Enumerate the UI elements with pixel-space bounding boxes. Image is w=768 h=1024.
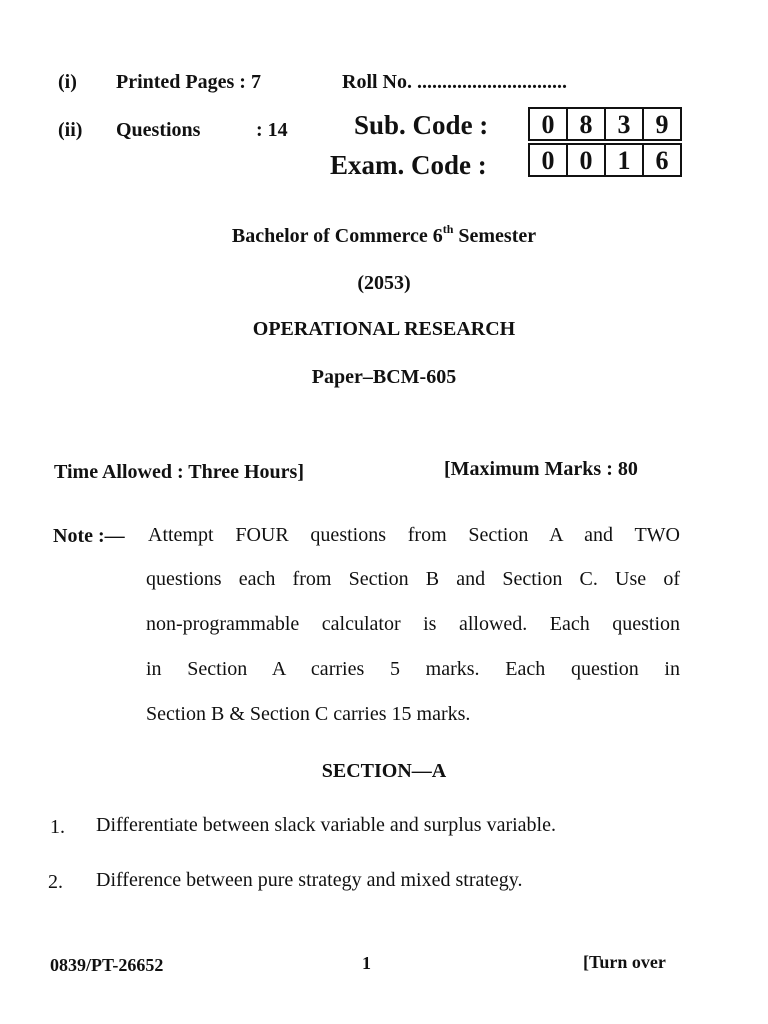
roll-number-field: Roll No. .............................. [342,71,567,93]
note-line-3: non-programmable calculator is allowed. Each question [146,613,680,635]
questions-count: : 14 [256,119,288,141]
sub-code-digit: 3 [604,109,642,139]
exam-code-digit: 0 [541,146,555,175]
questions-label: Questions [116,119,201,141]
subject-title: OPERATIONAL RESEARCH [252,318,516,340]
exam-code-label: Exam. Code : [330,150,487,180]
course-name [0,222,768,248]
semester-ordinal: th [442,222,454,236]
note-line-4: in Section A carries 5 marks. Each question in [146,658,680,680]
exam-code-digit: 6 [642,145,680,175]
maximum-marks: [Maximum Marks : 80 [444,458,638,480]
course-name-semester: Semester [453,225,537,247]
sub-code-label: Sub. Code : [354,110,489,140]
note-line-2: questions each from Section B and Section C. Use of [146,568,680,590]
question-number: 2. [48,871,63,893]
page-number: 1 [362,953,371,973]
printed-pages: Printed Pages : 7 [116,71,261,93]
note-line-1: Attempt FOUR questions from Section A and TWO [148,524,680,546]
item-number-2: (ii) [58,119,83,141]
section-title: SECTION—A [321,760,447,782]
sub-code-digit: 0 [541,110,555,139]
course-name-main: Bachelor of Commerce 6 [231,225,443,247]
exam-code-boxes [528,143,682,177]
time-allowed: Time Allowed : Three Hours] [54,461,304,483]
question-text: Difference between pure strategy and mixed strategy. [96,869,523,891]
paper-code: Paper–BCM-605 [311,366,457,388]
question-number: 1. [50,816,65,838]
question-text: Differentiate between slack variable and surplus variable. [96,814,556,836]
note-label: Note :— [53,525,125,547]
exam-code-digit: 0 [566,145,604,175]
sub-code-digit: 8 [566,109,604,139]
exam-year: (2053) [357,272,411,294]
paper-reference-code: 0839/PT-26652 [50,955,164,975]
exam-code-digit: 1 [604,145,642,175]
item-number-1: (i) [58,71,77,93]
sub-code-digit: 9 [642,109,680,139]
sub-code-boxes [528,107,682,141]
note-line-5: Section B & Section C carries 15 marks. [146,703,471,725]
turn-over-label: [Turn over [583,952,666,972]
